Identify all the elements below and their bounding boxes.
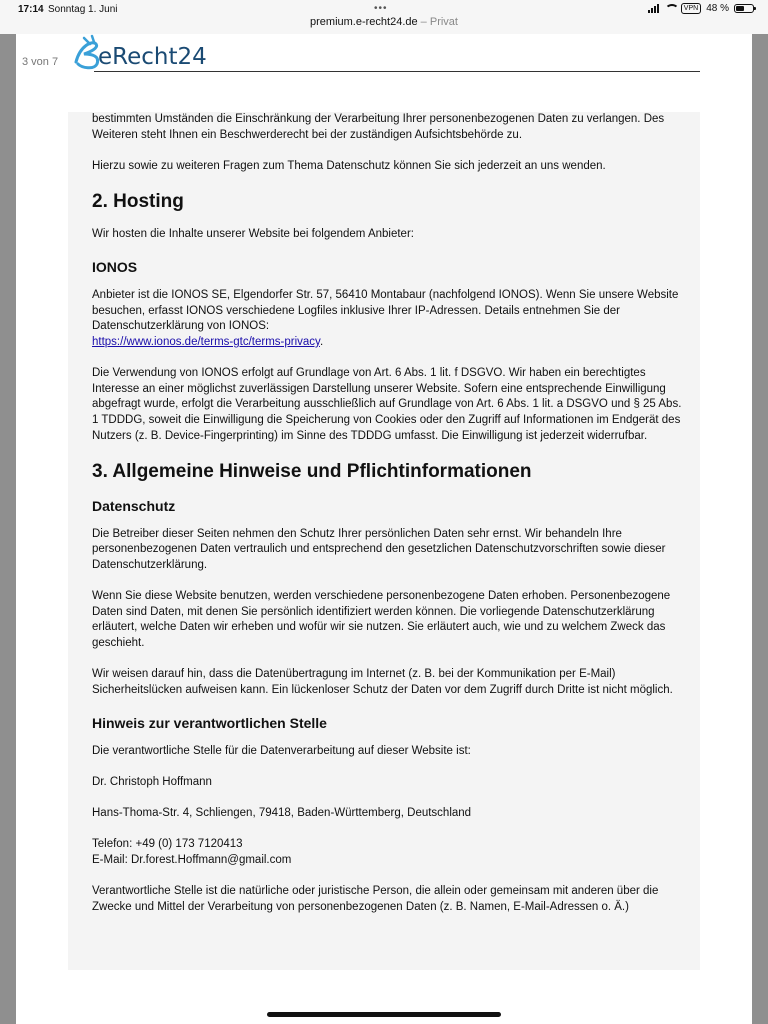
link-suffix: . [319, 335, 324, 348]
paragraph: Wir weisen darauf hin, dass die Datenübertragung im Internet (z. B. bei der Kommunikation per E-Mail) Sicherheitslücken aufweisen kann. Ein lückenloser Schutz der Daten vor dem Zugriff durch Dritte ist nicht möglich. [92, 668, 673, 696]
header-divider [94, 71, 700, 72]
contact-block [92, 837, 682, 868]
status-indicators [648, 3, 754, 14]
logo-text: eRecht24 [98, 44, 207, 70]
paragraph: Die verantwortliche Stelle für die Datenverarbeitung auf dieser Website ist: [92, 744, 471, 757]
page-counter: 3 von 7 [22, 56, 59, 68]
status-bar [0, 0, 768, 34]
document-content [92, 112, 682, 931]
subheading-datenschutz: Datenschutz [92, 497, 176, 514]
wifi-icon [664, 4, 676, 13]
paragraph: Verantwortliche Stelle ist die natürliche oder juristische Person, die allein oder gemeinsam mit anderen über die Zwecke und Mittel der Verarbeitung von personenbezogenen Daten (z. B. Namen, E-Mail-Adressen o. Ä.) [92, 885, 659, 913]
paragraph: Wir hosten die Inhalte unserer Website bei folgendem Anbieter: [92, 227, 414, 240]
ionos-privacy-link[interactable]: https://www.ionos.de/terms-gtc/terms-privacy [92, 335, 320, 348]
private-mode-label: – Privat [417, 16, 458, 28]
battery-icon [734, 4, 754, 13]
paragraph-text: Anbieter ist die IONOS SE, Elgendorfer Str. 57, 56410 Montabaur (nachfolgend IONOS). Wenn Sie unsere Website besuchen, erfasst IONOS verschiedene Logfiles inklusive Ihrer IP-Adressen. Details entnehmen Sie der Datenschutzerklärung von IONOS: [92, 289, 679, 333]
signal-icon [648, 4, 659, 13]
paragraph: Die Verwendung von IONOS erfolgt auf Grundlage von Art. 6 Abs. 1 lit. f DSGVO. Wir haben ein berechtigtes Interesse an einer möglichst zuverlässigen Darstellung unserer Website. Sofern eine entsprechende Einwilligung abgefragt wurde, erfolgt die Verarbeitung ausschließlich auf Grundlage von Art. 6 Abs. 1 lit. a DSGVO und § 25 Abs. 1 TDDDG, soweit die Einwilligung die Speicherung von Cookies oder den Zugriff auf Informationen im Endgerät des Nutzers (z. B. Device-Fingerprinting) im Sinne des TDDDG umfasst. Die Einwilligung ist jederzeit widerrufbar. [92, 367, 682, 442]
url-text: premium.e-recht24.de [310, 16, 418, 28]
vpn-badge: VPN [681, 3, 701, 14]
contact-phone: Telefon: +49 (0) 173 7120413 [92, 838, 243, 851]
section-heading-allgemein: 3. Allgemeine Hinweise und Pflichtinformationen [92, 460, 532, 482]
paragraph: Hierzu sowie zu weiteren Fragen zum Thema Datenschutz können Sie sich jederzeit an uns wenden. [92, 159, 606, 172]
paragraph: bestimmten Umständen die Einschränkung der Verarbeitung Ihrer personenbezogenen Daten zu verlangen. Des Weiteren steht Ihnen ein Beschwerderecht bei der zuständigen Aufsichtsbehörde zu. [92, 113, 665, 141]
paragraph: Die Betreiber dieser Seiten nehmen den Schutz Ihrer persönlichen Daten sehr ernst. Wir behandeln Ihre personenbezogenen Daten vertraulich und entsprechend den gesetzlichen Datenschutzvorschriften sowie dieser Datenschutzerklärung. [92, 527, 666, 571]
section-heading-hosting: 2. Hosting [92, 190, 184, 212]
paragraph: Wenn Sie diese Website benutzen, werden verschiedene personenbezogene Daten erhoben. Personenbezogene Daten sind Daten, mit denen Sie persönlich identifiziert werden können. Die vorliegende Datenschutzerklärung erläutert, welche Daten wir erheben und wofür wir sie nutzen. Sie erläutert auch, wie und zu welchem Zweck das geschieht. [92, 590, 671, 649]
battery-percent: 48 % [706, 3, 729, 14]
contact-email: E-Mail: Dr.forest.Hoffmann@gmail.com [92, 853, 292, 866]
home-indicator[interactable] [267, 1012, 501, 1017]
subheading-verantwortliche-stelle: Hinweis zur verantwortlichen Stelle [92, 714, 327, 731]
subheading-ionos: IONOS [92, 259, 138, 276]
multitasking-dots-icon[interactable]: ••• [374, 3, 388, 14]
address-bar[interactable] [0, 16, 768, 28]
contact-address: Hans-Thoma-Str. 4, Schliengen, 79418, Baden-Württemberg, Deutschland [92, 807, 472, 820]
status-date: Sonntag 1. Juni [48, 4, 118, 15]
status-time: 17:14 [18, 4, 44, 15]
paragraph-ionos [92, 288, 682, 350]
contact-name: Dr. Christoph Hoffmann [92, 776, 212, 788]
